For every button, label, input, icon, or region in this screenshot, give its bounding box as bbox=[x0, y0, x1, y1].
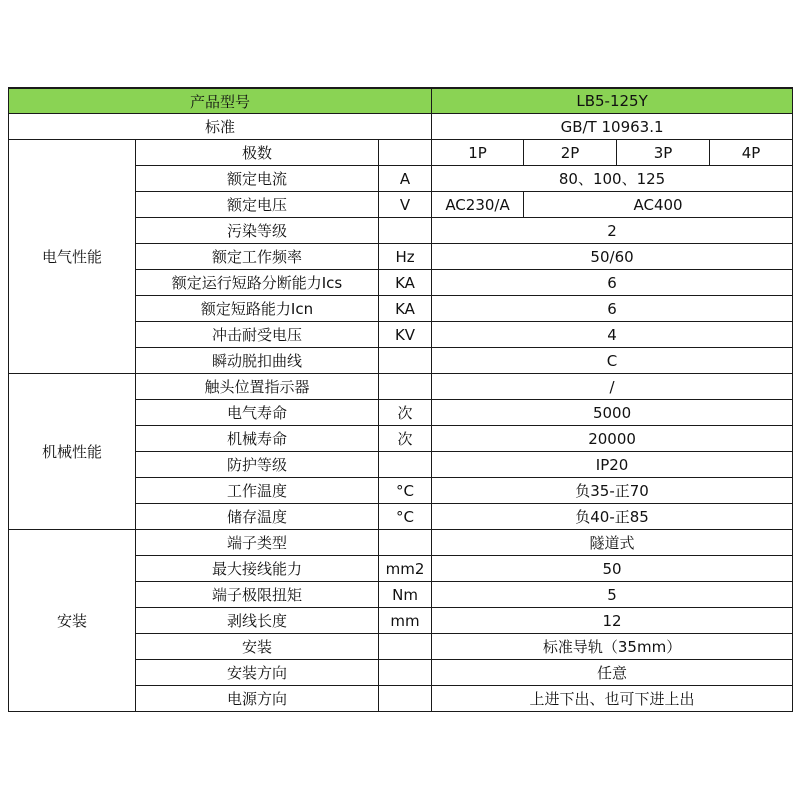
torque-value: 5 bbox=[432, 582, 793, 608]
frequency-unit: Hz bbox=[379, 244, 432, 270]
terminal-unit bbox=[379, 530, 432, 556]
pollution-value: 2 bbox=[432, 218, 793, 244]
pollution-label: 污染等级 bbox=[136, 218, 379, 244]
poles-label: 极数 bbox=[136, 140, 379, 166]
voltage-label: 额定电压 bbox=[136, 192, 379, 218]
wire-unit: mm2 bbox=[379, 556, 432, 582]
group-electrical: 电气性能 bbox=[9, 140, 136, 374]
poles-unit bbox=[379, 140, 432, 166]
mount-label: 安装 bbox=[136, 634, 379, 660]
protection-value: IP20 bbox=[432, 452, 793, 478]
elec-life-unit: 次 bbox=[379, 400, 432, 426]
elec-life-value: 5000 bbox=[432, 400, 793, 426]
curve-unit bbox=[379, 348, 432, 374]
pollution-unit bbox=[379, 218, 432, 244]
work-temp-value: 负35-正70 bbox=[432, 478, 793, 504]
header-label: 产品型号 bbox=[9, 88, 432, 114]
store-temp-unit: °C bbox=[379, 504, 432, 530]
poles-row bbox=[9, 140, 793, 166]
elec-life-label: 电气寿命 bbox=[136, 400, 379, 426]
impulse-value: 4 bbox=[432, 322, 793, 348]
ics-label: 额定运行短路分断能力Ics bbox=[136, 270, 379, 296]
poles-3p: 3P bbox=[617, 140, 710, 166]
current-unit: A bbox=[379, 166, 432, 192]
ics-unit: KA bbox=[379, 270, 432, 296]
terminal-row bbox=[9, 530, 793, 556]
voltage-value-1p: AC230/A bbox=[432, 192, 524, 218]
terminal-label: 端子类型 bbox=[136, 530, 379, 556]
work-temp-label: 工作温度 bbox=[136, 478, 379, 504]
ics-value: 6 bbox=[432, 270, 793, 296]
protection-unit bbox=[379, 452, 432, 478]
spec-table bbox=[8, 87, 793, 712]
indicator-label: 触头位置指示器 bbox=[136, 374, 379, 400]
mech-life-unit: 次 bbox=[379, 426, 432, 452]
group-install: 安装 bbox=[9, 530, 136, 712]
mount-unit bbox=[379, 634, 432, 660]
wire-label: 最大接线能力 bbox=[136, 556, 379, 582]
standard-value: GB/T 10963.1 bbox=[432, 114, 793, 140]
mech-life-value: 20000 bbox=[432, 426, 793, 452]
indicator-row bbox=[9, 374, 793, 400]
mech-life-label: 机械寿命 bbox=[136, 426, 379, 452]
curve-value: C bbox=[432, 348, 793, 374]
torque-unit: Nm bbox=[379, 582, 432, 608]
voltage-value-multi: AC400 bbox=[524, 192, 793, 218]
current-value: 80、100、125 bbox=[432, 166, 793, 192]
impulse-label: 冲击耐受电压 bbox=[136, 322, 379, 348]
frequency-label: 额定工作频率 bbox=[136, 244, 379, 270]
frequency-value: 50/60 bbox=[432, 244, 793, 270]
curve-label: 瞬动脱扣曲线 bbox=[136, 348, 379, 374]
direction-label: 安装方向 bbox=[136, 660, 379, 686]
torque-label: 端子极限扭矩 bbox=[136, 582, 379, 608]
direction-unit bbox=[379, 660, 432, 686]
icn-unit: KA bbox=[379, 296, 432, 322]
direction-value: 任意 bbox=[432, 660, 793, 686]
power-unit bbox=[379, 686, 432, 712]
terminal-value: 隧道式 bbox=[432, 530, 793, 556]
current-label: 额定电流 bbox=[136, 166, 379, 192]
impulse-unit: KV bbox=[379, 322, 432, 348]
protection-label: 防护等级 bbox=[136, 452, 379, 478]
work-temp-unit: °C bbox=[379, 478, 432, 504]
standard-label: 标准 bbox=[9, 114, 432, 140]
strip-label: 剥线长度 bbox=[136, 608, 379, 634]
indicator-unit bbox=[379, 374, 432, 400]
poles-4p: 4P bbox=[710, 140, 793, 166]
poles-1p: 1P bbox=[432, 140, 524, 166]
icn-value: 6 bbox=[432, 296, 793, 322]
group-mechanical: 机械性能 bbox=[9, 374, 136, 530]
wire-value: 50 bbox=[432, 556, 793, 582]
power-value: 上进下出、也可下进上出 bbox=[432, 686, 793, 712]
strip-unit: mm bbox=[379, 608, 432, 634]
mount-value: 标准导轨（35mm） bbox=[432, 634, 793, 660]
store-temp-label: 储存温度 bbox=[136, 504, 379, 530]
icn-label: 额定短路能力Icn bbox=[136, 296, 379, 322]
standard-row bbox=[9, 114, 793, 140]
voltage-unit: V bbox=[379, 192, 432, 218]
strip-value: 12 bbox=[432, 608, 793, 634]
indicator-value: / bbox=[432, 374, 793, 400]
power-label: 电源方向 bbox=[136, 686, 379, 712]
header-value: LB5-125Y bbox=[432, 88, 793, 114]
poles-2p: 2P bbox=[524, 140, 617, 166]
store-temp-value: 负40-正85 bbox=[432, 504, 793, 530]
header-row bbox=[9, 88, 793, 114]
